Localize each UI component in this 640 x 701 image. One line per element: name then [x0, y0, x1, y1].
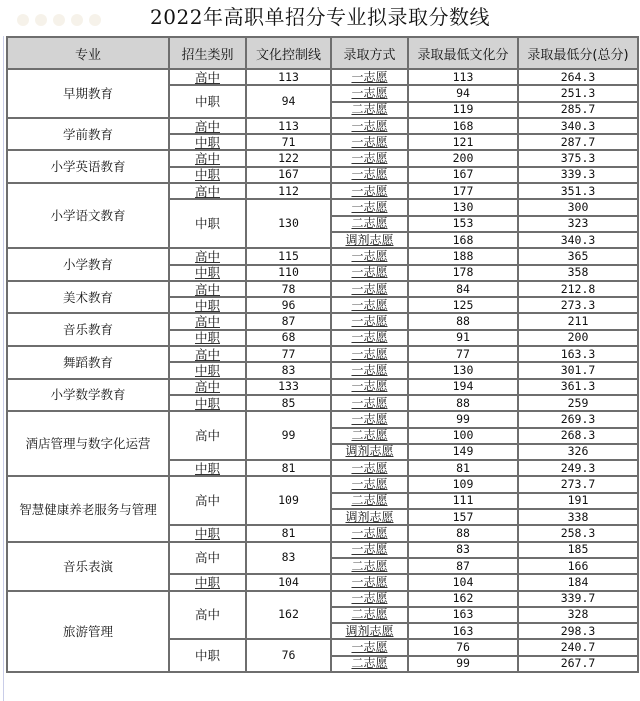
min-total-cell: 163.3 — [518, 346, 638, 362]
min-total-cell: 338 — [518, 509, 638, 525]
control-line-cell: 162 — [246, 591, 331, 640]
table-row — [7, 591, 638, 607]
table-header-row — [7, 37, 638, 69]
min-culture-cell: 167 — [408, 167, 518, 183]
min-total-cell: 268.3 — [518, 428, 638, 444]
min-total-cell: 375.3 — [518, 150, 638, 166]
min-culture-cell: 91 — [408, 330, 518, 346]
category-cell: 中职 — [169, 525, 246, 541]
major-name-cell: 音乐教育 — [7, 313, 169, 346]
control-line-cell: 96 — [246, 297, 331, 313]
min-culture-cell: 168 — [408, 118, 518, 134]
category-cell: 中职 — [169, 134, 246, 150]
header-control-line: 文化控制线 — [246, 37, 331, 69]
min-culture-cell: 87 — [408, 558, 518, 574]
header-min-culture: 录取最低文化分 — [408, 37, 518, 69]
method-cell: 调剂志愿 — [331, 444, 408, 460]
min-total-cell: 298.3 — [518, 623, 638, 639]
category-cell: 中职 — [169, 330, 246, 346]
category-cell: 中职 — [169, 362, 246, 378]
control-line-cell: 104 — [246, 574, 331, 590]
min-total-cell: 301.7 — [518, 362, 638, 378]
major-name-cell: 旅游管理 — [7, 591, 169, 672]
min-culture-cell: 125 — [408, 297, 518, 313]
table-row — [7, 542, 638, 558]
min-culture-cell: 163 — [408, 623, 518, 639]
category-cell: 中职 — [169, 460, 246, 476]
category-cell: 高中 — [169, 69, 246, 85]
min-total-cell: 287.7 — [518, 134, 638, 150]
table-row — [7, 118, 638, 134]
major-name-cell: 音乐表演 — [7, 542, 169, 591]
method-cell: 二志愿 — [331, 607, 408, 623]
min-culture-cell: 194 — [408, 379, 518, 395]
min-culture-cell: 130 — [408, 362, 518, 378]
min-total-cell: 269.3 — [518, 411, 638, 427]
method-cell: 一志愿 — [331, 395, 408, 411]
min-culture-cell: 177 — [408, 183, 518, 199]
control-line-cell: 122 — [246, 150, 331, 166]
min-culture-cell: 130 — [408, 199, 518, 215]
major-name-cell: 小学语文教育 — [7, 183, 169, 248]
min-culture-cell: 163 — [408, 607, 518, 623]
method-cell: 一志愿 — [331, 346, 408, 362]
method-cell: 一志愿 — [331, 379, 408, 395]
min-total-cell: 240.7 — [518, 639, 638, 655]
table-row — [7, 476, 638, 492]
major-name-cell: 小学数学教育 — [7, 379, 169, 412]
major-name-cell: 小学教育 — [7, 248, 169, 281]
method-cell: 调剂志愿 — [331, 623, 408, 639]
category-cell: 高中 — [169, 183, 246, 199]
method-cell: 一志愿 — [331, 542, 408, 558]
method-cell: 一志愿 — [331, 167, 408, 183]
min-culture-cell: 76 — [408, 639, 518, 655]
method-cell: 调剂志愿 — [331, 232, 408, 248]
min-total-cell: 184 — [518, 574, 638, 590]
major-name-cell: 美术教育 — [7, 281, 169, 314]
min-culture-cell: 100 — [408, 428, 518, 444]
table-row — [7, 150, 638, 166]
control-line-cell: 94 — [246, 85, 331, 118]
min-culture-cell: 119 — [408, 102, 518, 118]
min-total-cell: 258.3 — [518, 525, 638, 541]
control-line-cell: 85 — [246, 395, 331, 411]
category-cell: 中职 — [169, 265, 246, 281]
min-total-cell: 340.3 — [518, 118, 638, 134]
control-line-cell: 110 — [246, 265, 331, 281]
min-total-cell: 264.3 — [518, 69, 638, 85]
min-culture-cell: 109 — [408, 476, 518, 492]
method-cell: 一志愿 — [331, 199, 408, 215]
control-line-cell: 113 — [246, 69, 331, 85]
min-total-cell: 339.3 — [518, 167, 638, 183]
control-line-cell: 133 — [246, 379, 331, 395]
method-cell: 一志愿 — [331, 183, 408, 199]
category-cell: 高中 — [169, 313, 246, 329]
min-culture-cell: 121 — [408, 134, 518, 150]
min-culture-cell: 149 — [408, 444, 518, 460]
category-cell: 高中 — [169, 411, 246, 460]
control-line-cell: 77 — [246, 346, 331, 362]
method-cell: 一志愿 — [331, 460, 408, 476]
min-culture-cell: 99 — [408, 656, 518, 672]
category-cell: 高中 — [169, 150, 246, 166]
min-total-cell: 200 — [518, 330, 638, 346]
category-cell: 中职 — [169, 199, 246, 248]
min-total-cell: 251.3 — [518, 85, 638, 101]
min-total-cell: 323 — [518, 216, 638, 232]
min-total-cell: 358 — [518, 265, 638, 281]
category-cell: 中职 — [169, 639, 246, 672]
method-cell: 一志愿 — [331, 330, 408, 346]
method-cell: 一志愿 — [331, 591, 408, 607]
method-cell: 二志愿 — [331, 493, 408, 509]
method-cell: 一志愿 — [331, 411, 408, 427]
min-total-cell: 259 — [518, 395, 638, 411]
table-row — [7, 281, 638, 297]
method-cell: 一志愿 — [331, 281, 408, 297]
header-major: 专业 — [7, 37, 169, 69]
category-cell: 高中 — [169, 591, 246, 640]
header-min-total: 录取最低分(总分) — [518, 37, 638, 69]
table-row — [7, 313, 638, 329]
method-cell: 一志愿 — [331, 118, 408, 134]
min-total-cell: 211 — [518, 313, 638, 329]
min-total-cell: 267.7 — [518, 656, 638, 672]
method-cell: 一志愿 — [331, 69, 408, 85]
min-total-cell: 326 — [518, 444, 638, 460]
table-row — [7, 183, 638, 199]
method-cell: 二志愿 — [331, 428, 408, 444]
control-line-cell: 83 — [246, 362, 331, 378]
min-culture-cell: 84 — [408, 281, 518, 297]
method-cell: 一志愿 — [331, 248, 408, 264]
method-cell: 一志愿 — [331, 85, 408, 101]
min-total-cell: 185 — [518, 542, 638, 558]
table-row — [7, 379, 638, 395]
category-cell: 高中 — [169, 476, 246, 525]
category-cell: 中职 — [169, 85, 246, 118]
control-line-cell: 99 — [246, 411, 331, 460]
control-line-cell: 81 — [246, 460, 331, 476]
min-total-cell: 212.8 — [518, 281, 638, 297]
method-cell: 二志愿 — [331, 656, 408, 672]
header-category: 招生类别 — [169, 37, 246, 69]
min-culture-cell: 157 — [408, 509, 518, 525]
min-total-cell: 361.3 — [518, 379, 638, 395]
method-cell: 一志愿 — [331, 265, 408, 281]
min-culture-cell: 88 — [408, 395, 518, 411]
major-name-cell: 小学英语教育 — [7, 150, 169, 183]
control-line-cell: 87 — [246, 313, 331, 329]
min-culture-cell: 77 — [408, 346, 518, 362]
control-line-cell: 130 — [246, 199, 331, 248]
method-cell: 一志愿 — [331, 362, 408, 378]
category-cell: 中职 — [169, 574, 246, 590]
method-cell: 一志愿 — [331, 476, 408, 492]
min-culture-cell: 111 — [408, 493, 518, 509]
table-row — [7, 346, 638, 362]
admission-score-table — [6, 36, 639, 673]
control-line-cell: 68 — [246, 330, 331, 346]
category-cell: 高中 — [169, 248, 246, 264]
method-cell: 一志愿 — [331, 574, 408, 590]
table-row — [7, 248, 638, 264]
min-total-cell: 328 — [518, 607, 638, 623]
min-culture-cell: 88 — [408, 525, 518, 541]
control-line-cell: 112 — [246, 183, 331, 199]
min-culture-cell: 153 — [408, 216, 518, 232]
category-cell: 中职 — [169, 395, 246, 411]
method-cell: 一志愿 — [331, 313, 408, 329]
min-total-cell: 340.3 — [518, 232, 638, 248]
control-line-cell: 81 — [246, 525, 331, 541]
control-line-cell: 115 — [246, 248, 331, 264]
min-total-cell: 351.3 — [518, 183, 638, 199]
method-cell: 二志愿 — [331, 102, 408, 118]
major-name-cell: 舞蹈教育 — [7, 346, 169, 379]
method-cell: 调剂志愿 — [331, 509, 408, 525]
min-culture-cell: 104 — [408, 574, 518, 590]
control-line-cell: 113 — [246, 118, 331, 134]
category-cell: 中职 — [169, 297, 246, 313]
min-culture-cell: 200 — [408, 150, 518, 166]
min-total-cell: 273.3 — [518, 297, 638, 313]
major-name-cell: 早期教育 — [7, 69, 169, 118]
major-name-cell: 酒店管理与数字化运营 — [7, 411, 169, 476]
method-cell: 一志愿 — [331, 639, 408, 655]
min-culture-cell: 88 — [408, 313, 518, 329]
min-culture-cell: 162 — [408, 591, 518, 607]
min-culture-cell: 113 — [408, 69, 518, 85]
category-cell: 高中 — [169, 346, 246, 362]
header-method: 录取方式 — [331, 37, 408, 69]
min-total-cell: 285.7 — [518, 102, 638, 118]
min-culture-cell: 83 — [408, 542, 518, 558]
table-row — [7, 411, 638, 427]
min-total-cell: 339.7 — [518, 591, 638, 607]
category-cell: 中职 — [169, 167, 246, 183]
min-culture-cell: 168 — [408, 232, 518, 248]
min-total-cell: 249.3 — [518, 460, 638, 476]
min-total-cell: 273.7 — [518, 476, 638, 492]
min-culture-cell: 94 — [408, 85, 518, 101]
control-line-cell: 76 — [246, 639, 331, 672]
min-total-cell: 191 — [518, 493, 638, 509]
category-cell: 高中 — [169, 118, 246, 134]
min-total-cell: 166 — [518, 558, 638, 574]
category-cell: 高中 — [169, 542, 246, 575]
major-name-cell: 学前教育 — [7, 118, 169, 151]
method-cell: 一志愿 — [331, 134, 408, 150]
method-cell: 一志愿 — [331, 525, 408, 541]
control-line-cell: 71 — [246, 134, 331, 150]
page-title: 2022年高职单招分专业拟录取分数线 — [150, 5, 490, 29]
min-total-cell: 300 — [518, 199, 638, 215]
min-culture-cell: 188 — [408, 248, 518, 264]
method-cell: 二志愿 — [331, 216, 408, 232]
table-body — [7, 69, 638, 672]
method-cell: 一志愿 — [331, 297, 408, 313]
control-line-cell: 109 — [246, 476, 331, 525]
min-culture-cell: 99 — [408, 411, 518, 427]
control-line-cell: 78 — [246, 281, 331, 297]
min-culture-cell: 178 — [408, 265, 518, 281]
method-cell: 二志愿 — [331, 558, 408, 574]
min-culture-cell: 81 — [408, 460, 518, 476]
min-total-cell: 365 — [518, 248, 638, 264]
method-cell: 一志愿 — [331, 150, 408, 166]
major-name-cell: 智慧健康养老服务与管理 — [7, 476, 169, 541]
control-line-cell: 83 — [246, 542, 331, 575]
table-row — [7, 69, 638, 85]
control-line-cell: 167 — [246, 167, 331, 183]
category-cell: 高中 — [169, 281, 246, 297]
sheet-gridline — [3, 36, 4, 701]
category-cell: 高中 — [169, 379, 246, 395]
